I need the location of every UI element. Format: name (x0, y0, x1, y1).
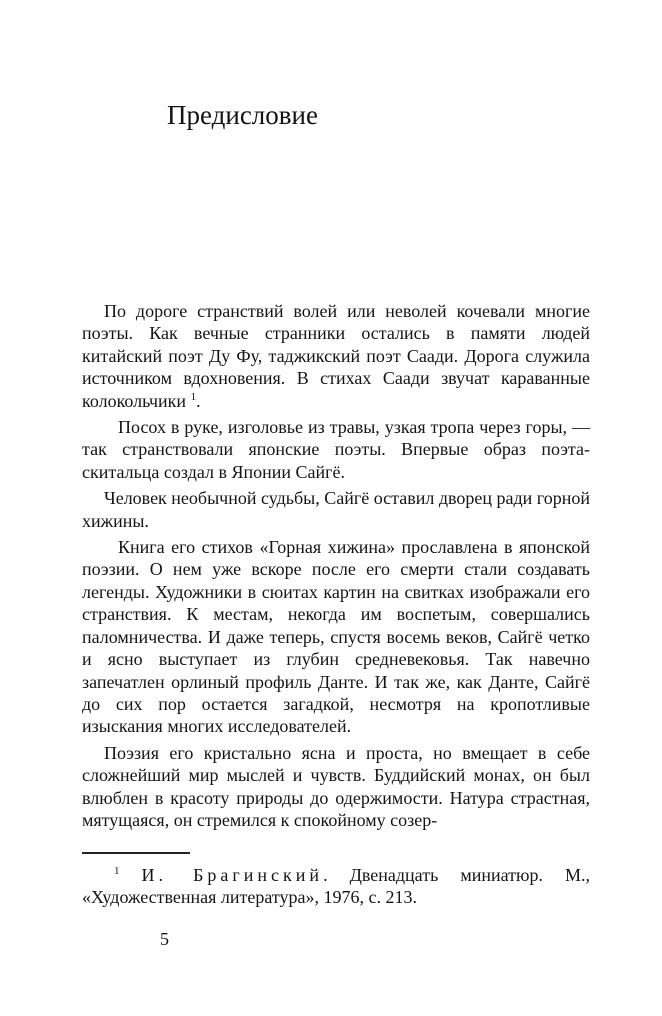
paragraph-2: Посох в руке, изголовье из травы, узкая тропа через горы, — так странствовали японские поэты. Впервые образ поэта-скитальца создал в Японии Сайгё. (82, 417, 590, 482)
footnote-author: И. Брагинский (141, 865, 324, 885)
paragraph-1-text: По дороге странствий волей или неволей кочевали многие поэты. Как вечные странники остались в памяти людей китайский поэт Ду Фу, таджикский поэт Саади. Дорога служила источником вдохновения. В стихах Саади звучат караванные колокольчики (82, 301, 590, 411)
paragraph-1: По дороге странствий волей или неволей кочевали многие поэты. Как вечные странники остались в памяти людей китайский поэт Ду Фу, таджикский поэт Саади. Дорога служила источником вдохновения. В стихах Саади звучат караванные колокольчики $^1$. (82, 301, 590, 411)
body-text (82, 300, 590, 835)
footnote-number: 1 (114, 865, 120, 877)
paragraph-4: Книга его стихов «Горная хижина» прославлена в японской поэзии. О нем уже вскоре после его смерти стали создавать легенды. Художники в сюитах картин на свитках изображали его странствия. К местам, некогда им воспетым, совершались паломничества. И даже теперь, спустя восемь веков, Сайгё четко и ясно выступает из глубин средневековья. Так навечно запечатлен орлиный профиль Данте. И так же, как Данте, Сайгё до сих пор остается загадкой, несмотря на кропотливые изыскания многих исследователей. (82, 537, 590, 737)
paragraph-5: Поэзия его кристально ясна и проста, но вмещает в себе сложнейший мир мыслей и чувств. Буддийский монах, он был влюблен в красоту природы до одержимости. Натура страстная, мятущаяся, он стремился к спокойному созер- (82, 742, 590, 830)
footnote-reference[interactable]: 1 (190, 390, 197, 403)
footnote-text: . Двенадцать миниатюр. М., «Художественная литература», 1976, с. 213. (82, 865, 590, 908)
footnote-divider (82, 852, 190, 854)
footnote (82, 864, 590, 909)
chapter-title: Предисловие (167, 100, 318, 130)
paragraph-3: Человек необычной судьбы, Сайгё оставил дворец ради горной хижины. (82, 488, 590, 531)
page-number: 5 (160, 929, 169, 949)
